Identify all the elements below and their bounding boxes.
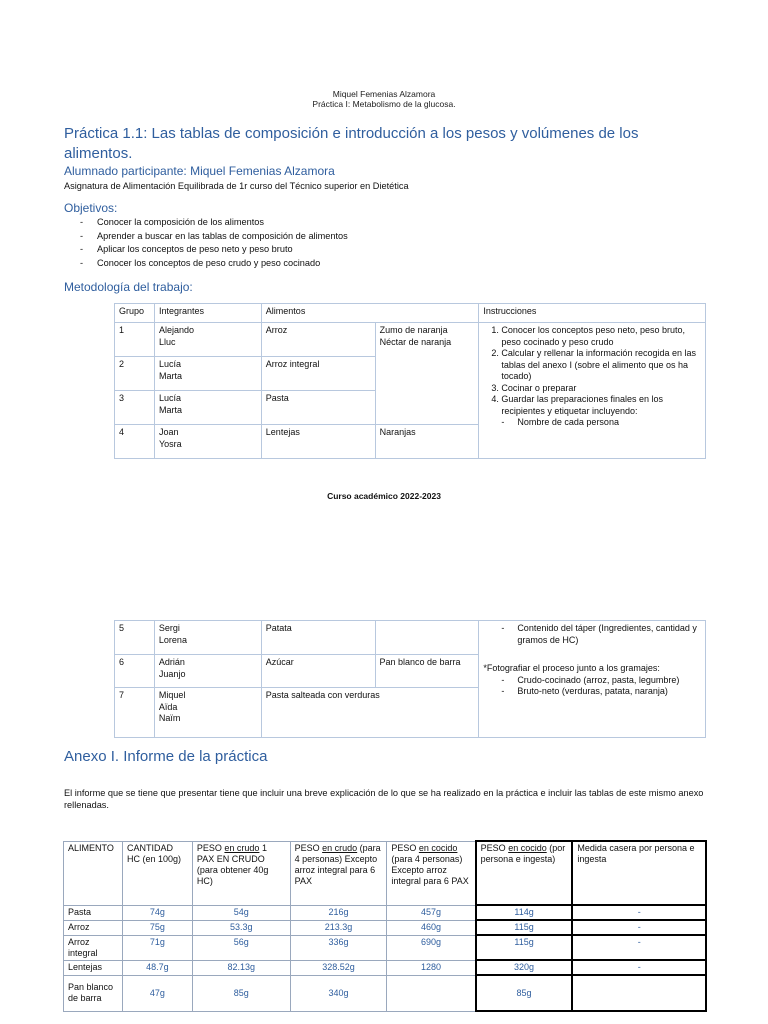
instructions-cell	[479, 621, 706, 738]
title-prefix: Práctica 1.1:	[64, 125, 148, 142]
instruction-subitem: - Nombre de cada persona	[483, 417, 701, 429]
food-name: Arroz	[64, 920, 123, 935]
drink-cell	[375, 323, 479, 425]
table-header: Alimentos	[261, 304, 479, 323]
subject-line: Asignatura de Alimentación Equilibrada de 1r curso del Técnico superior en Dietética	[64, 181, 409, 191]
header-text: en cocido	[508, 843, 547, 853]
page-title	[64, 124, 704, 164]
header-text: (por persona e ingesta)	[480, 843, 566, 864]
list-item: - Conocer los conceptos de peso crudo y peso cocinado	[64, 257, 704, 271]
group-number: 5	[115, 621, 155, 655]
member: Yosra	[158, 438, 182, 449]
food-cell: Pasta salteada con verduras	[261, 688, 479, 738]
food-cell: Azúcar	[261, 655, 375, 688]
table-row	[64, 935, 707, 960]
food-cell: Pasta	[261, 391, 375, 425]
group-number: 6	[115, 655, 155, 688]
header-text: 1 PAX EN CRUDO (para obtener 40g HC)	[196, 842, 269, 886]
food-cell: Arroz	[261, 323, 375, 357]
title-text: Las tablas de composición e introducción a los pesos y volúmenes de los alimentos.	[64, 125, 639, 162]
header-text: (para 4 personas) Excepto arroz integral para 6 PAX	[294, 842, 381, 886]
group-number: 2	[115, 357, 155, 391]
member: Alejando	[158, 325, 194, 335]
raw-4pax: 328.52g	[290, 960, 387, 975]
table-row	[64, 975, 707, 1011]
instruction-subitem: - Crudo-cocinado (arroz, pasta, legumbre)	[483, 675, 701, 687]
group-members	[154, 357, 261, 391]
food-cell: Arroz integral	[261, 357, 375, 391]
table-header	[192, 841, 290, 905]
member: Lucía	[158, 359, 181, 369]
cooked-1pax: 115g	[476, 920, 573, 935]
drink-cell: Naranjas	[375, 425, 479, 459]
table-row	[115, 304, 706, 323]
cooked-4pax: 1280	[387, 960, 476, 975]
table-header: Instrucciones	[479, 304, 706, 323]
header-text: en crudo	[322, 842, 358, 853]
header-text: PESO	[196, 842, 225, 853]
hc-value: 71g	[122, 935, 192, 960]
list-item: - Aprender a buscar en las tablas de composición de alimentos	[64, 230, 704, 244]
group-members	[154, 655, 261, 688]
page-footer: Curso académico 2022-2023	[327, 491, 441, 501]
home-measure: -	[572, 960, 706, 975]
header-text: (para 4 personas) Excepto arroz integral para 6 PAX	[391, 853, 469, 886]
methodology-table-continued	[114, 620, 706, 738]
header-text: en cocido	[418, 842, 458, 853]
document-subtitle: Práctica I: Metabolismo de la glucosa.	[312, 99, 456, 109]
home-measure	[572, 975, 706, 1011]
header-text: PESO	[480, 843, 509, 853]
document-author: Miquel Femenias Alzamora	[332, 89, 436, 99]
table-header: ALIMENTO	[64, 841, 123, 905]
home-measure: -	[572, 920, 706, 935]
member: Sergi	[158, 623, 180, 633]
table-row	[64, 905, 707, 920]
annex-table	[63, 840, 707, 1012]
instruction-item: 3. Cocinar o preparar	[501, 383, 701, 395]
drink: Néctar de naranja	[379, 336, 452, 347]
cooked-4pax	[387, 975, 476, 1011]
methodology-heading: Metodología del trabajo:	[64, 280, 193, 294]
group-members	[154, 621, 261, 655]
food-name: Arroz integral	[64, 935, 123, 960]
member: Joan	[158, 427, 179, 437]
raw-4pax: 340g	[290, 975, 387, 1011]
raw-1pax: 53.3g	[192, 920, 290, 935]
header-text: PESO	[391, 842, 419, 853]
member: Adrián	[158, 657, 185, 667]
group-number: 4	[115, 425, 155, 459]
home-measure: -	[572, 935, 706, 960]
instruction-item: 1. Conocer los conceptos peso neto, peso bruto, peso cocinado y peso crudo	[501, 325, 701, 348]
food-cell: Patata	[261, 621, 375, 655]
hc-value: 75g	[122, 920, 192, 935]
member: Lorena	[158, 634, 187, 645]
annex-intro: El informe que se tiene que presentar tiene que incluir una breve explicación de lo que se ha realizado en la práctica e incluir las tablas de este mismo anexo rellenadas.	[64, 788, 704, 810]
table-header: Integrantes	[154, 304, 261, 323]
group-members	[154, 391, 261, 425]
instruction-item: 4. Guardar las preparaciones finales en los recipientes y etiquetar incluyendo:	[501, 394, 701, 417]
instructions-cell	[479, 323, 706, 459]
list-item: - Conocer la composición de los alimentos	[64, 216, 704, 230]
table-row	[115, 621, 706, 655]
raw-1pax: 82.13g	[192, 960, 290, 975]
hc-value: 48.7g	[122, 960, 192, 975]
member: Marta	[158, 404, 182, 415]
member: Lluc	[158, 336, 176, 347]
group-members	[154, 323, 261, 357]
table-row	[64, 841, 707, 905]
cooked-1pax: 85g	[476, 975, 573, 1011]
header-text: en crudo	[224, 842, 260, 853]
table-row	[64, 960, 707, 975]
raw-1pax: 54g	[192, 905, 290, 920]
raw-4pax: 213.3g	[290, 920, 387, 935]
food-name: Lentejas	[64, 960, 123, 975]
instruction-photo: *Fotografiar el proceso junto a los gramajes:	[483, 663, 660, 673]
food-name: Pasta	[64, 905, 123, 920]
food-name: Pan blanco de barra	[64, 975, 123, 1011]
drink-cell	[375, 621, 479, 655]
member: Aïda	[158, 701, 178, 712]
member: Juanjo	[158, 668, 186, 679]
table-row	[64, 920, 707, 935]
table-header	[476, 841, 573, 905]
member: Marta	[158, 370, 182, 381]
objectives-heading: Objetivos:	[64, 201, 118, 215]
instruction-subitem: - Contenido del táper (Ingredientes, cantidad y gramos de HC)	[483, 623, 701, 646]
cooked-1pax: 115g	[476, 935, 573, 960]
participant-line: Alumnado participante: Miquel Femenias Alzamora	[64, 164, 335, 178]
group-members	[154, 688, 261, 738]
raw-1pax: 85g	[192, 975, 290, 1011]
group-number: 3	[115, 391, 155, 425]
drink: Zumo de naranja	[379, 325, 448, 335]
member: Naïm	[158, 713, 181, 723]
list-item: - Aplicar los conceptos de peso neto y peso bruto	[64, 243, 704, 257]
cooked-4pax: 460g	[387, 920, 476, 935]
hc-value: 74g	[122, 905, 192, 920]
instruction-item: 2. Calcular y rellenar la información recogida en las tablas del anexo I (sobre el alimento que os ha tocado)	[501, 348, 701, 383]
member: Miquel	[158, 690, 186, 700]
hc-value: 47g	[122, 975, 192, 1011]
raw-4pax: 336g	[290, 935, 387, 960]
table-header	[387, 841, 476, 905]
cooked-4pax: 690g	[387, 935, 476, 960]
table-header: Medida casera por persona e ingesta	[572, 841, 706, 905]
home-measure: -	[572, 905, 706, 920]
food-cell: Lentejas	[261, 425, 375, 459]
cooked-1pax: 114g	[476, 905, 573, 920]
table-row	[115, 323, 706, 357]
group-members	[154, 425, 261, 459]
cooked-4pax: 457g	[387, 905, 476, 920]
raw-4pax: 216g	[290, 905, 387, 920]
table-header: Grupo	[115, 304, 155, 323]
member: Lucía	[158, 393, 181, 403]
group-number: 1	[115, 323, 155, 357]
group-number: 7	[115, 688, 155, 738]
table-header: CANTIDAD HC (en 100g)	[122, 841, 192, 905]
raw-1pax: 56g	[192, 935, 290, 960]
methodology-table	[114, 303, 706, 459]
annex-heading: Anexo I. Informe de la práctica	[64, 748, 268, 765]
instruction-subitem: - Bruto-neto (verduras, patata, naranja)	[483, 686, 701, 698]
table-header	[290, 841, 387, 905]
header-text: PESO	[294, 842, 323, 853]
objectives-list	[64, 216, 704, 270]
drink-cell: Pan blanco de barra	[375, 655, 479, 688]
cooked-1pax: 320g	[476, 960, 573, 975]
